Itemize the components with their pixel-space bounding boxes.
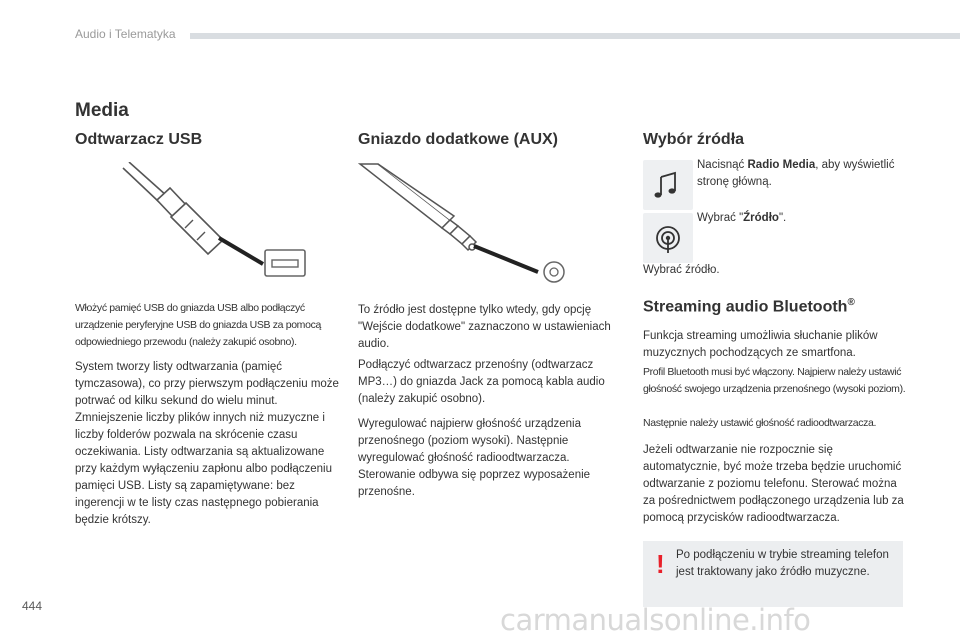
bluetooth-paragraph-3: Jeżeli odtwarzanie nie rozpocznie się automatycznie, być może trzeba będzie uruchomić odtwarzanie z poziomu telefonu. Sterować można za pośrednictwem podłączonego urządzenia lub za pomocą przycisków radioodtwarzacza. xyxy=(643,444,904,524)
radio-media-button[interactable] xyxy=(643,160,693,210)
step-2-suffix: ". xyxy=(778,212,787,224)
aux-paragraph-3: Wyregulować najpierw głośność urządzenia przenośnego (poziom wysoki). Następnie wyregulować głośność radioodtwarzacza. Sterowanie odbywa się poprzez wyposażenie przenośne. xyxy=(358,418,591,498)
step-2-prefix: Wybrać " xyxy=(697,212,744,224)
header-bar xyxy=(190,33,960,39)
source-section-title: Wybór źródła xyxy=(643,131,745,148)
bluetooth-paragraph-2b: Następnie należy ustawić głośność radioodtwarzacza. xyxy=(643,417,877,429)
source-button[interactable] xyxy=(643,213,693,263)
music-note-icon xyxy=(643,160,693,210)
page-number: 444 xyxy=(22,599,43,613)
running-header: Audio i Telematyka xyxy=(75,27,176,41)
usb-section-title: Odtwarzacz USB xyxy=(75,131,203,148)
note-text: Po podłączeniu w trybie streaming telefon jest traktowany jako źródło muzyczne. xyxy=(676,549,889,578)
watermark: carmanualsonline.info xyxy=(500,603,811,637)
step-1-suffix: , aby wyświetlić stronę główną. xyxy=(697,159,895,188)
aux-section-title: Gniazdo dodatkowe (AUX) xyxy=(358,131,558,148)
usb-caption: Włożyć pamięć USB do gniazda USB albo podłączyć urządzenie peryferyjne USB do gniazda USB za pomocą odpowiedniego przewodu (należy zakupić osobno). xyxy=(75,302,321,348)
usb-body: System tworzy listy odtwarzania (pamięć tymczasowa), co przy pierwszym podłączeniu może potrwać od kilku sekund do wielu minut. Zmniejszenie liczby plików innych niż muzyczne i liczby folderów pozwala na skrócenie czasu oczekiwania. Listy odtwarzania są aktualizowane przy każdym wyłączeniu zapłonu albo podłączeniu pamięci USB. Listy są zapamiętywane: bez ingerencji w te listy czas następnego pobierania będzie krótszy. xyxy=(75,361,339,526)
usb-illustration xyxy=(115,162,310,282)
page-title: Media xyxy=(75,100,129,121)
bluetooth-paragraph-1: Funkcja streaming umożliwia słuchanie plików muzycznych pochodzących ze smartfona. xyxy=(643,330,878,359)
bluetooth-section-title xyxy=(643,297,855,316)
radio-media-label: Radio Media xyxy=(747,159,816,171)
bluetooth-paragraph-2a: Profil Bluetooth musi być włączony. Najpierw należy ustawić głośność swojego urządzenia przenośnego (wysoki poziom). xyxy=(643,366,906,395)
step-1-prefix: Nacisnąć xyxy=(697,159,748,171)
aux-jack-illustration xyxy=(358,160,578,285)
aux-paragraph-2: Podłączyć odtwarzacz przenośny (odtwarzacz MP3…) do gniazda Jack za pomocą kabla audio (należy zakupić osobno). xyxy=(358,359,605,405)
source-step-2 xyxy=(697,210,897,227)
source-broadcast-icon xyxy=(643,213,693,263)
warning-icon: ! xyxy=(656,549,665,579)
source-footer: Wybrać źródło. xyxy=(643,264,720,276)
bluetooth-title-text: Streaming audio Bluetooth xyxy=(643,298,848,316)
registered-mark: ® xyxy=(847,297,855,308)
source-step-1 xyxy=(697,157,897,191)
aux-paragraph-1: To źródło jest dostępne tylko wtedy, gdy opcję "Wejście dodatkowe" zaznaczono w ustawieniach audio. xyxy=(358,304,611,350)
source-label: Źródło xyxy=(743,212,779,224)
